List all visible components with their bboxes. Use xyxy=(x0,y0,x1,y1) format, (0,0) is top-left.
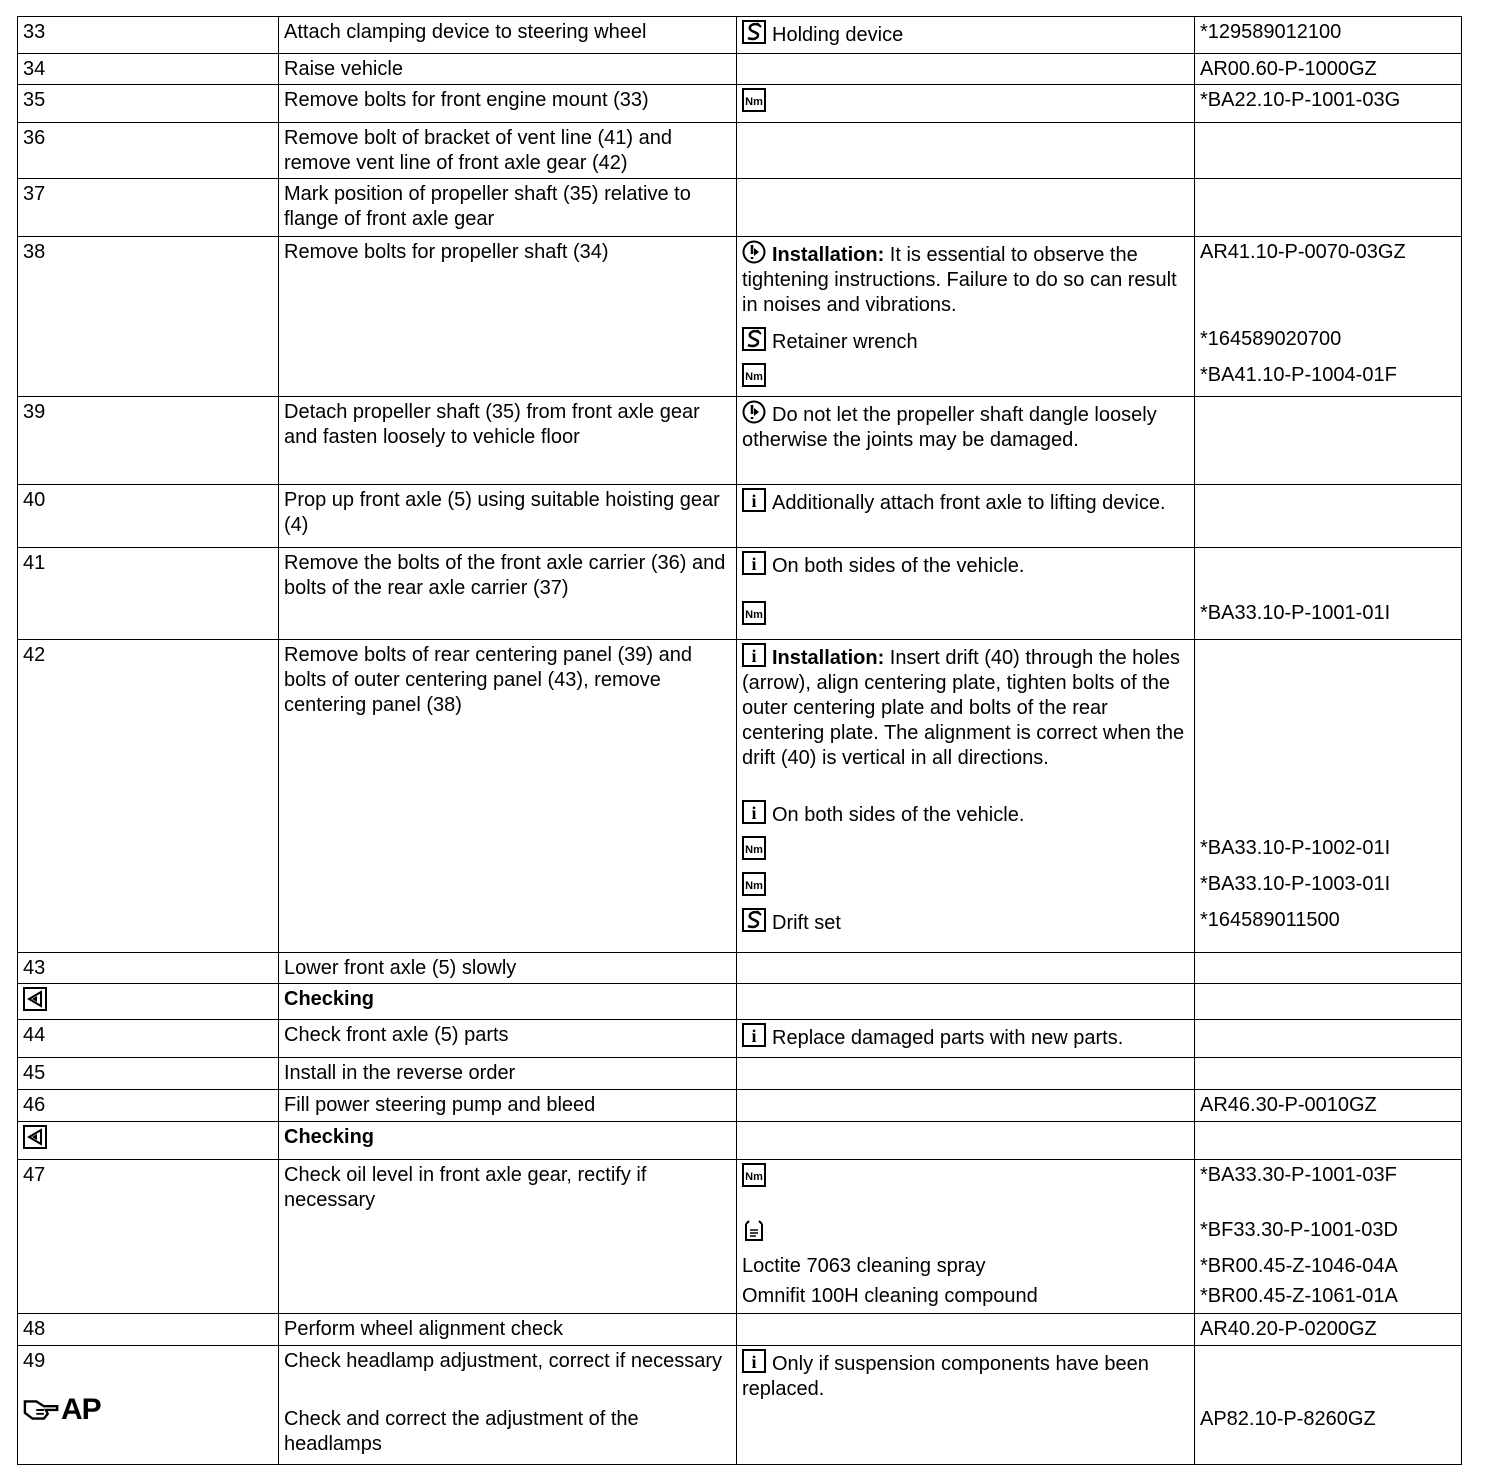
note-cell xyxy=(737,640,1195,953)
reference: *164589020700 xyxy=(1200,328,1342,350)
note-cell xyxy=(737,548,1195,640)
step-number: 35 xyxy=(18,85,279,123)
reference: AR00.60-P-1000GZ xyxy=(1195,54,1462,85)
task-text: Attach clamping device to steering wheel xyxy=(279,17,737,54)
table-row xyxy=(18,1020,1462,1058)
torque-nm-icon xyxy=(742,836,766,860)
note-text: Holding device xyxy=(772,24,904,46)
procedure-table xyxy=(17,16,1462,1465)
reference xyxy=(1195,1058,1462,1090)
note-text: Insert drift (40) through the holes (arrow), align centering plate, tighten bolts of the outer centering plate and bolts of the rear centering plate. The alignment is correct when the drift (40) is vertical in all directions. xyxy=(742,647,1185,769)
checking-icon xyxy=(23,1125,47,1149)
info-icon xyxy=(742,551,766,575)
info-icon xyxy=(742,800,766,824)
table-row xyxy=(18,953,1462,984)
note-cell xyxy=(737,54,1195,85)
info-icon xyxy=(742,488,766,512)
step-number: 40 xyxy=(18,485,279,548)
task-text: Remove bolt of bracket of vent line (41) and remove vent line of front axle gear (42) xyxy=(279,123,737,179)
note-cell xyxy=(737,485,1195,548)
note-text: On both sides of the vehicle. xyxy=(772,555,1025,577)
reference: *BA33.10-P-1003-01I xyxy=(1200,873,1391,895)
task-text: Install in the reverse order xyxy=(279,1058,737,1090)
note-cell xyxy=(737,984,1195,1020)
step-cell xyxy=(18,1346,279,1465)
table-row xyxy=(18,548,1462,640)
info-icon xyxy=(742,1023,766,1047)
reference: *164589011500 xyxy=(1200,909,1340,931)
task-text: Raise vehicle xyxy=(279,54,737,85)
task-text: Perform wheel alignment check xyxy=(279,1314,737,1346)
step-number: 46 xyxy=(18,1090,279,1122)
note-cell xyxy=(737,1090,1195,1122)
task-text: Lower front axle (5) slowly xyxy=(279,953,737,984)
table-row xyxy=(18,1346,1462,1465)
section-heading: Checking xyxy=(279,984,737,1020)
torque-nm-icon xyxy=(742,88,766,112)
note-cell xyxy=(737,1058,1195,1090)
table-row xyxy=(18,54,1462,85)
reference: *BF33.30-P-1001-03D xyxy=(1200,1219,1398,1241)
note-text: Loctite 7063 cleaning spray xyxy=(742,1255,986,1277)
step-number: 33 xyxy=(18,17,279,54)
step-number: 45 xyxy=(18,1058,279,1090)
ap-label: AP xyxy=(61,1393,101,1426)
step-number: 41 xyxy=(18,548,279,640)
reference: *129589012100 xyxy=(1195,17,1462,54)
note-cell xyxy=(737,1122,1195,1160)
step-number: 36 xyxy=(18,123,279,179)
torque-nm-icon xyxy=(742,363,766,387)
task-text: Remove bolts for front engine mount (33) xyxy=(279,85,737,123)
table-row xyxy=(18,1090,1462,1122)
note-label: Installation: xyxy=(772,244,885,266)
task-cell xyxy=(279,1346,737,1465)
reference-cell xyxy=(1195,237,1462,397)
reference: AR41.10-P-0070-03GZ xyxy=(1200,241,1406,263)
torque-nm-icon xyxy=(742,1163,766,1187)
step-number: 48 xyxy=(18,1314,279,1346)
table-row xyxy=(18,237,1462,397)
reference-cell xyxy=(1195,1346,1462,1465)
reference: *BA33.10-P-1001-01I xyxy=(1200,602,1391,624)
table-row xyxy=(18,1058,1462,1090)
note-cell xyxy=(737,179,1195,237)
checking-icon xyxy=(23,987,47,1011)
step-number: 42 xyxy=(18,640,279,953)
note-text: Replace damaged parts with new parts. xyxy=(772,1027,1124,1049)
task-text: Fill power steering pump and bleed xyxy=(279,1090,737,1122)
checking-row xyxy=(18,1122,1462,1160)
table-row xyxy=(18,1160,1462,1314)
table-row xyxy=(18,397,1462,485)
note-text: On both sides of the vehicle. xyxy=(772,804,1025,826)
table-row xyxy=(18,17,1462,54)
note-text: Only if suspension components have been replaced. xyxy=(742,1353,1149,1400)
reference: *BA33.30-P-1001-03F xyxy=(1200,1164,1397,1186)
task-text: Remove bolts for propeller shaft (34) xyxy=(279,237,737,397)
table-row xyxy=(18,85,1462,123)
fluid-capacity-icon xyxy=(742,1218,766,1242)
note-cell xyxy=(737,953,1195,984)
note-text: Omnifit 100H cleaning compound xyxy=(742,1285,1038,1307)
note-cell xyxy=(737,123,1195,179)
step-number: 43 xyxy=(18,953,279,984)
reference xyxy=(1195,179,1462,237)
step-number: 34 xyxy=(18,54,279,85)
step-number: 38 xyxy=(18,237,279,397)
reference: *BA22.10-P-1001-03G xyxy=(1195,85,1462,123)
info-icon xyxy=(742,1349,766,1373)
step-number: 47 xyxy=(18,1160,279,1314)
task-text: Check oil level in front axle gear, rectify if necessary xyxy=(279,1160,737,1314)
task-text: Check headlamp adjustment, correct if necessary xyxy=(284,1350,722,1372)
note-text: Drift set xyxy=(772,912,841,934)
torque-nm-icon xyxy=(742,601,766,625)
torque-nm-icon xyxy=(742,872,766,896)
note-cell xyxy=(737,1020,1195,1058)
pointing-hand-icon xyxy=(23,1397,61,1423)
reference: AP82.10-P-8260GZ xyxy=(1200,1408,1376,1430)
task-text: Check front axle (5) parts xyxy=(279,1020,737,1058)
reference-cell xyxy=(1195,640,1462,953)
task-text: Remove bolts of rear centering panel (39) and bolts of outer centering panel (43), remove centering panel (38) xyxy=(279,640,737,953)
task-text: Mark position of propeller shaft (35) relative to flange of front axle gear xyxy=(279,179,737,237)
step-number: 44 xyxy=(18,1020,279,1058)
note-cell xyxy=(737,1314,1195,1346)
checking-icon-cell xyxy=(18,1122,279,1160)
step-number: 39 xyxy=(18,397,279,485)
special-tool-icon xyxy=(742,908,766,932)
table-row xyxy=(18,1314,1462,1346)
warning-icon xyxy=(742,240,766,264)
reference xyxy=(1195,397,1462,485)
reference xyxy=(1195,123,1462,179)
note-cell xyxy=(737,237,1195,397)
reference xyxy=(1195,1020,1462,1058)
note-cell xyxy=(737,397,1195,485)
info-icon xyxy=(742,643,766,667)
special-tool-icon xyxy=(742,20,766,44)
reference: AR46.30-P-0010GZ xyxy=(1195,1090,1462,1122)
step-number: 49 xyxy=(23,1350,46,1372)
task-text: Remove the bolts of the front axle carrier (36) and bolts of the rear axle carrier (37) xyxy=(279,548,737,640)
note-text: Additionally attach front axle to lifting device. xyxy=(772,492,1166,514)
reference: AR40.20-P-0200GZ xyxy=(1195,1314,1462,1346)
reference xyxy=(1195,984,1462,1020)
checking-row xyxy=(18,984,1462,1020)
table-row xyxy=(18,485,1462,548)
reference xyxy=(1195,485,1462,548)
note-text: Do not let the propeller shaft dangle loosely otherwise the joints may be damaged. xyxy=(742,404,1157,451)
task-text: Detach propeller shaft (35) from front axle gear and fasten loosely to vehicle floor xyxy=(279,397,737,485)
step-number: 37 xyxy=(18,179,279,237)
reference-cell xyxy=(1195,1160,1462,1314)
note-text: It is essential to observe the tightening instructions. Failure to do so can result in noises and vibrations. xyxy=(742,244,1177,316)
special-tool-icon xyxy=(742,327,766,351)
table-row xyxy=(18,640,1462,953)
reference xyxy=(1195,953,1462,984)
reference-cell xyxy=(1195,548,1462,640)
note-text: Retainer wrench xyxy=(772,331,918,353)
section-heading: Checking xyxy=(279,1122,737,1160)
checking-icon-cell xyxy=(18,984,279,1020)
reference: *BR00.45-Z-1061-01A xyxy=(1200,1285,1398,1307)
table-row xyxy=(18,123,1462,179)
note-label: Installation: xyxy=(772,647,885,669)
table-row xyxy=(18,179,1462,237)
note-cell xyxy=(737,17,1195,54)
note-cell xyxy=(737,1346,1195,1465)
reference: *BR00.45-Z-1046-04A xyxy=(1200,1255,1398,1277)
reference: *BA33.10-P-1002-01I xyxy=(1200,837,1391,859)
note-cell xyxy=(737,1160,1195,1314)
reference xyxy=(1195,1122,1462,1160)
task-text: Prop up front axle (5) using suitable hoisting gear (4) xyxy=(279,485,737,548)
note-cell xyxy=(737,85,1195,123)
task-text: Check and correct the adjustment of the headlamps xyxy=(284,1408,639,1455)
reference: *BA41.10-P-1004-01F xyxy=(1200,364,1397,386)
warning-icon xyxy=(742,400,766,424)
